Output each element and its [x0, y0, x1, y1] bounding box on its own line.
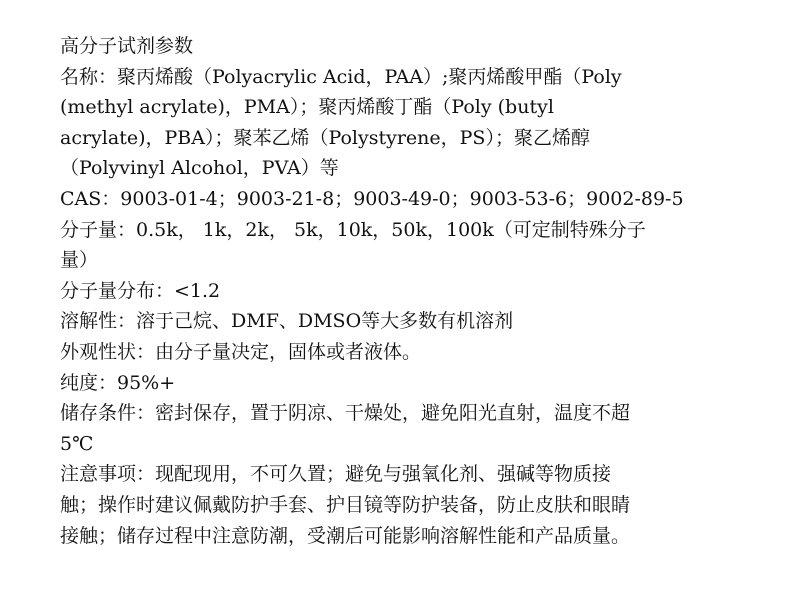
name-line-3: acrylate)，PBA）；聚苯乙烯（Polystyrene，PS）；聚乙烯醇: [60, 126, 590, 149]
molecular-weight-distribution-line: 分子量分布：<1.2: [60, 279, 221, 302]
name-line-2: (methyl acrylate)，PMA）；聚丙烯酸丁酯（Poly (butyl: [60, 96, 554, 119]
precautions-line-3: 接触；储存过程中注意防潮，受潮后可能影响溶解性能和产品质量。: [60, 524, 631, 547]
solubility-line: 溶解性：溶于己烷、DMF、DMSO等大多数有机溶剂: [60, 310, 514, 333]
document-title: 高分子试剂参数: [60, 35, 194, 57]
storage-line-2: 5℃: [60, 432, 94, 455]
purity-line: 纯度：95%+: [60, 371, 176, 394]
appearance-line: 外观性状：由分子量决定，固体或者液体。: [60, 340, 422, 363]
molecular-weight-line-1: 分子量：0.5k， 1k，2k， 5k，10k，50k，100k（可定制特殊分子: [60, 218, 646, 241]
molecular-weight-line-2: 量）: [60, 249, 99, 272]
storage-line-1: 储存条件：密封保存，置于阴凉、干燥处，避免阳光直射，温度不超: [60, 402, 631, 425]
precautions-line-1: 注意事项：现配现用，不可久置；避免与强氧化剂、强碱等物质接: [60, 463, 612, 486]
name-line-1: 名称：聚丙烯酸（Polyacrylic Acid，PAA）;聚丙烯酸甲酯（Poly: [60, 65, 622, 88]
cas-line: CAS：9003-01-4；9003-21-8；9003-49-0；9003-53-6；9002-89-5: [60, 187, 684, 210]
document-body: [60, 31, 740, 551]
precautions-line-2: 触；操作时建议佩戴防护手套、护目镜等防护装备，防止皮肤和眼睛: [60, 493, 631, 516]
name-line-4: （Polyvinyl Alcohol，PVA）等: [60, 157, 339, 180]
